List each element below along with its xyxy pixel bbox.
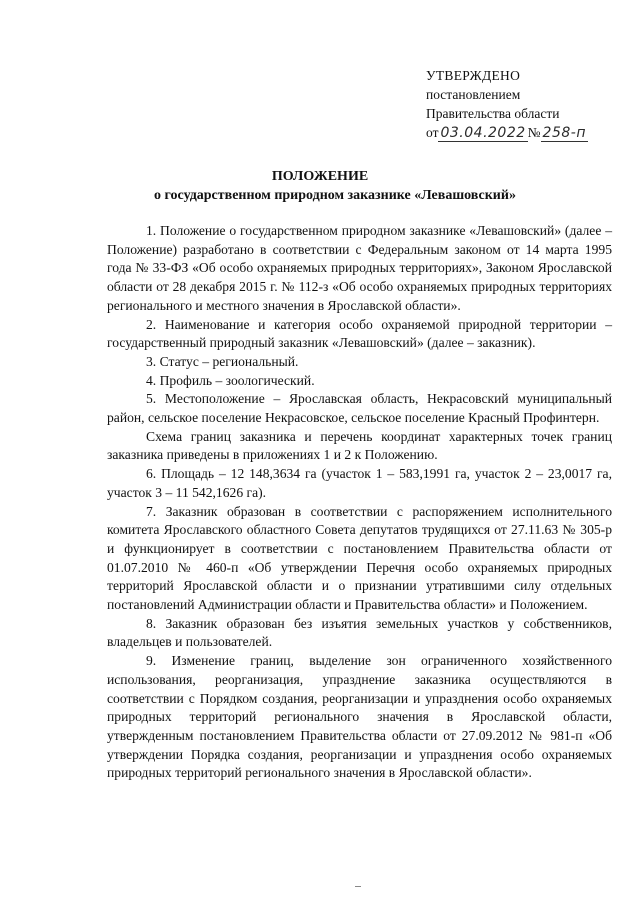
paragraph-1: 1. Положение о государственном природном заказнике «Левашовский» (далее – Положение) разработано в соответствии с Федеральным законом от 14 марта 1995 года № 33-ФЗ «Об особо охраняемых природных территориях», Законом Ярославской области от 28 декабря 2015 г. № 112-з «Об особо охраняемых природных территориях регионального и местного значения в Ярославской области».	[107, 223, 612, 313]
document-title-block	[0, 167, 640, 205]
approval-line-3: Правительства области	[426, 106, 560, 121]
paragraph-4: 4. Профиль – зоологический.	[146, 372, 315, 388]
paragraph-8: 8. Заказник образован без изъятия земельных участков у собственников, владельцев и пользователей.	[107, 615, 612, 650]
paragraph-7: 7. Заказник образован в соответствии с распоряжением исполнительного комитета Ярославского областного Совета депутатов трудящихся от 27.11.63 № 305-р и функционирует в соответствии с постановлением Правительства области от 01.07.2010 № 460-п «Об утверждении Перечня особо охраняемых природных территорий Ярославской области и о признании утратившими силу отдельных постановлений Администрации области и Правительства области» и Положением.	[107, 503, 612, 613]
date-prefix: от	[426, 125, 439, 140]
paragraph-5-note: Схема границ заказника и перечень координат характерных точек границ заказника приведены в приложениях 1 и 2 к Положению.	[107, 428, 612, 463]
document-title: ПОЛОЖЕНИЕ	[271, 169, 369, 184]
document-body	[107, 222, 612, 783]
document-subtitle: о государственном природном заказнике «Левашовский»	[154, 188, 516, 203]
paragraph-6: 6. Площадь – 12 148,3634 га (участок 1 – 583,1991 га, участок 2 – 23,0017 га, участок 3 – 11 542,1626 га).	[107, 466, 612, 500]
handwritten-date: 03.04.2022	[440, 125, 526, 141]
approval-date-line	[426, 123, 626, 143]
paragraph-5: 5. Местоположение – Ярославская область, Некрасовский муниципальный район, сельское поселение Некрасовское, сельское поселение Красный Профинтерн.	[107, 391, 612, 426]
approval-line-2: постановлением	[426, 87, 521, 102]
paragraph-3: 3. Статус – региональный.	[146, 353, 299, 369]
number-prefix: №	[527, 125, 541, 140]
paragraph-2: 2. Наименование и категория особо охраняемой природной территории – государственный природный заказник «Левашовский» (далее – заказник).	[107, 316, 612, 351]
handwritten-number: 258-п	[542, 125, 586, 141]
page-mark	[355, 886, 361, 890]
approval-stamp	[426, 66, 626, 143]
paragraph-9: 9. Изменение границ, выделение зон ограниченного хозяйственного использования, реорганизация, упразднение заказника осуществляются в соответствии с Порядком создания, реорганизации и упразднения особо охраняемых природных территорий регионального значения в Ярославской области, утвержденным постановлением Правительства области от 27.09.2012 № 981-п «Об утверждении Порядка создания, реорганизации и упразднения особо охраняемых природных территорий регионального значения в Ярославской области».	[107, 653, 612, 781]
approval-title: УТВЕРЖДЕНО	[426, 68, 521, 83]
